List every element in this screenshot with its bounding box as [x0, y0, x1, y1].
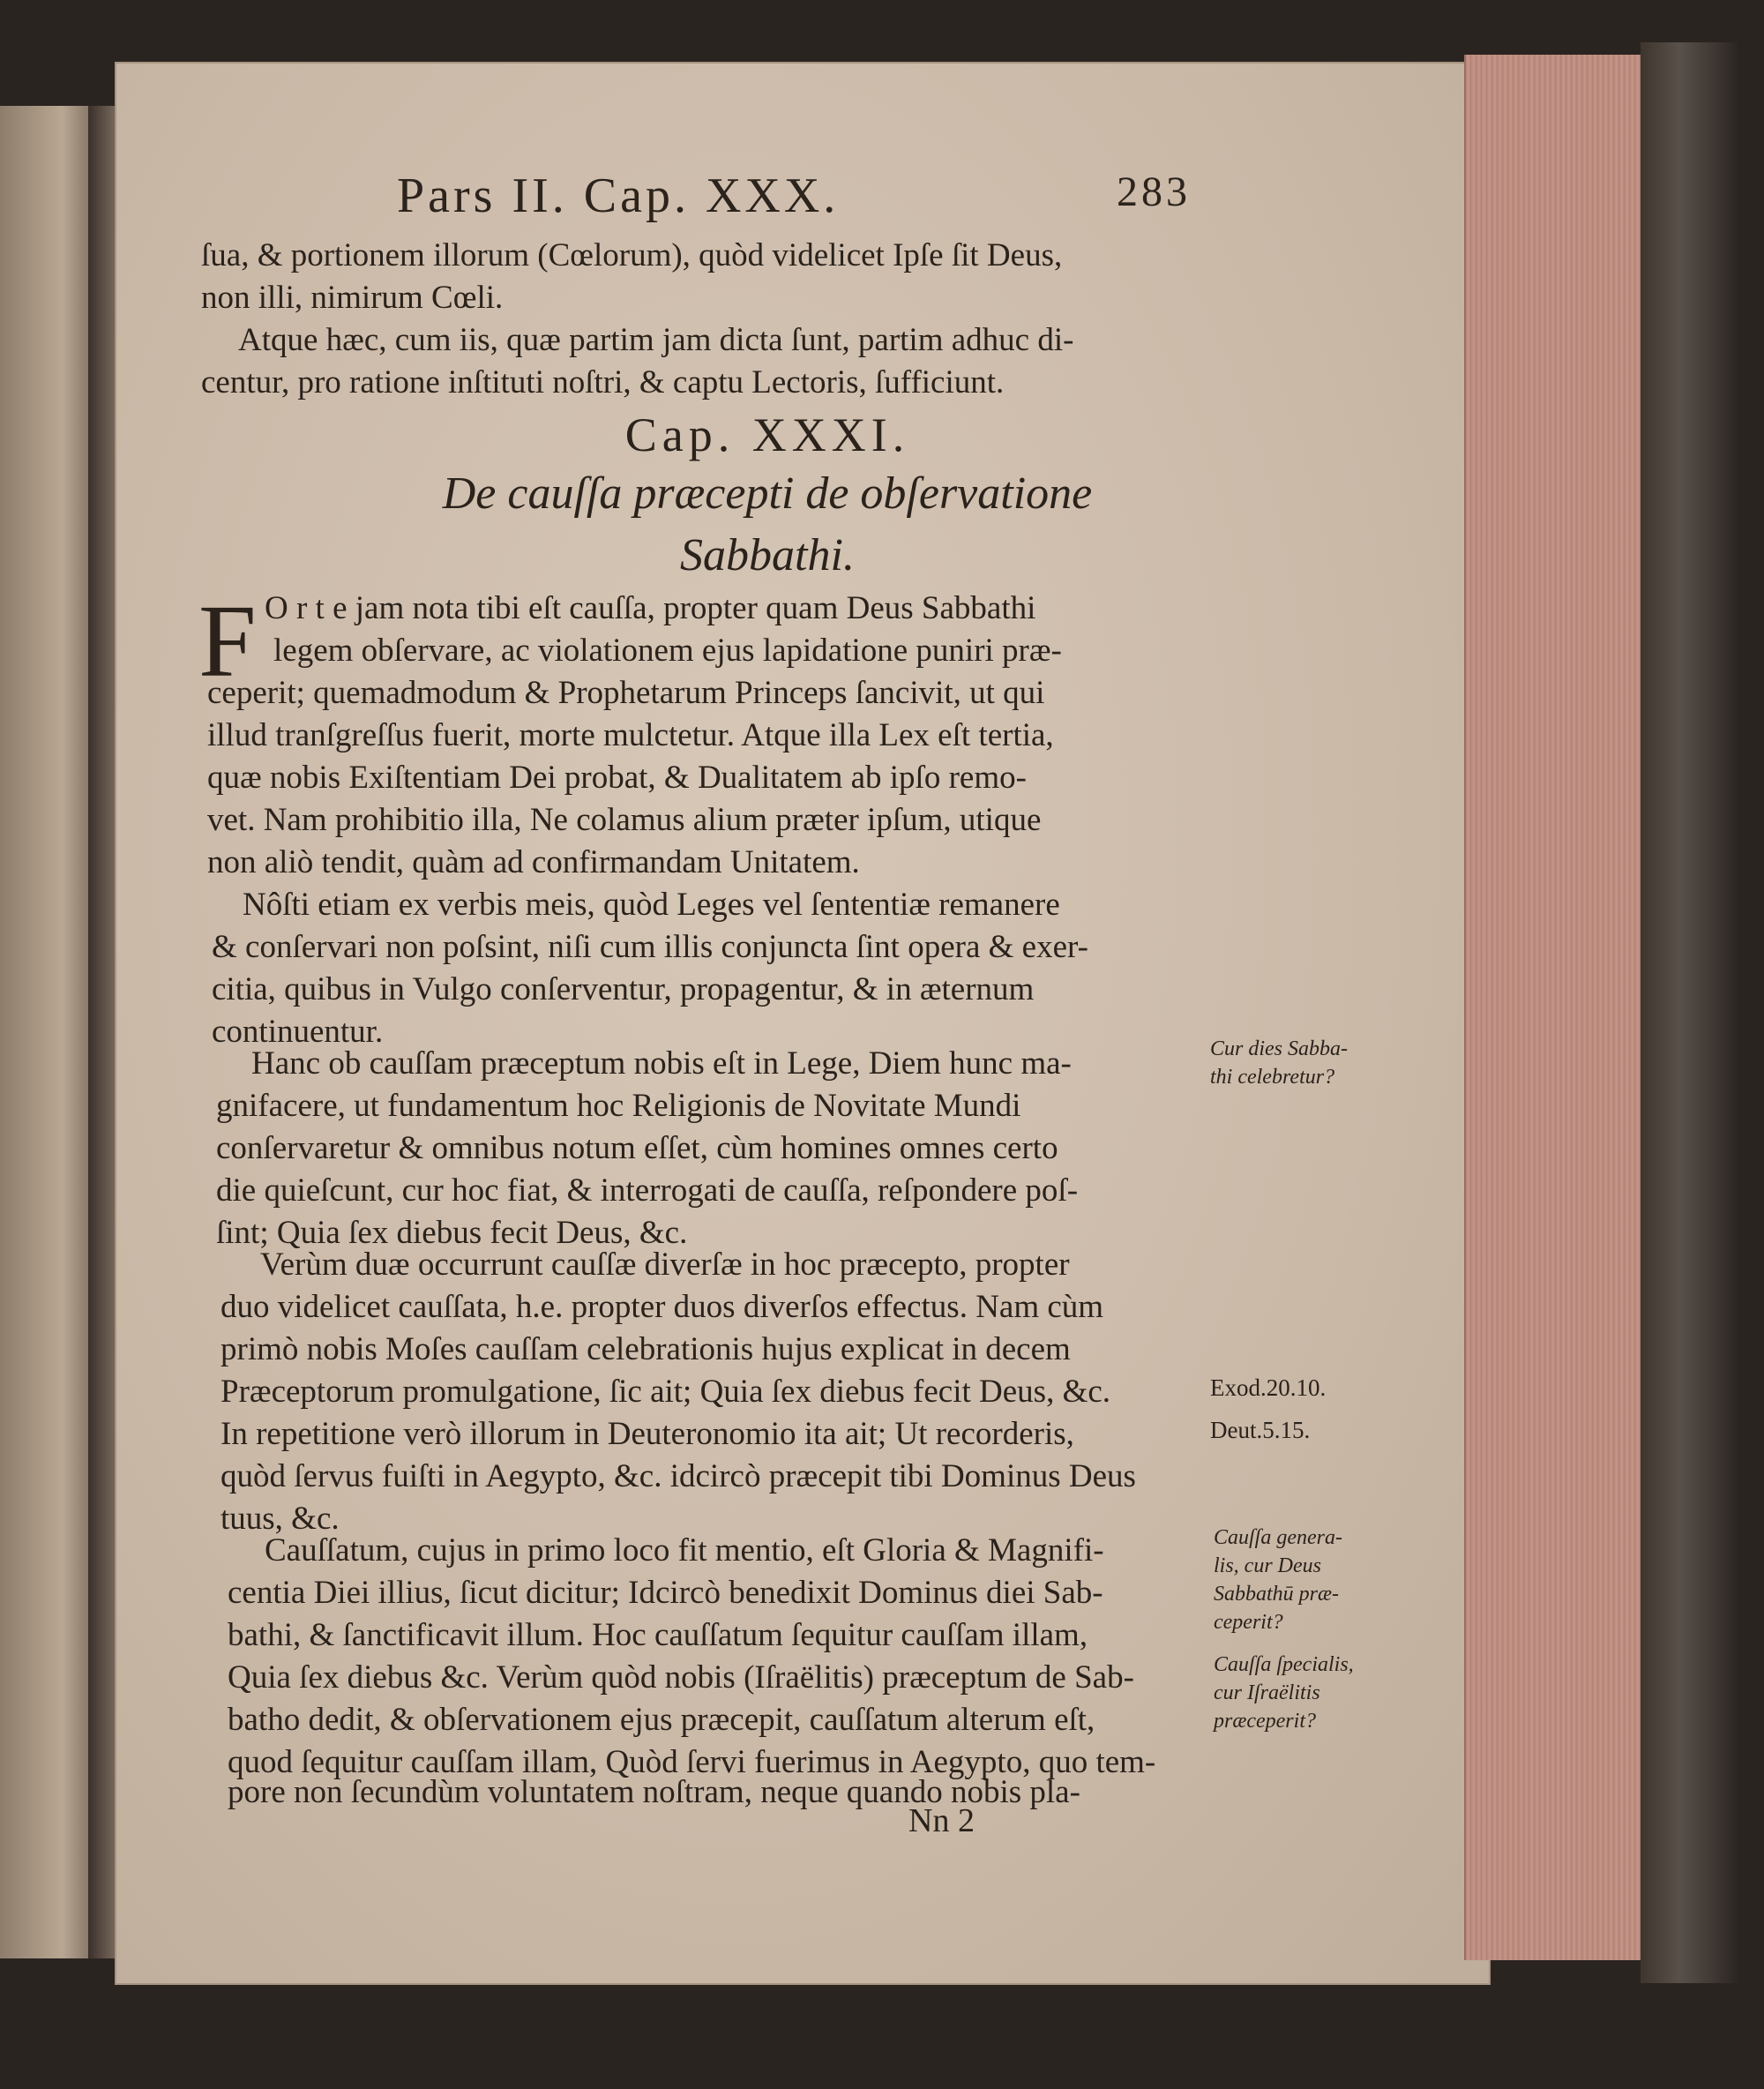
text-line: Cauſſatum, cujus in primo loco fit mentio, eſt Gloria & Magnifi- — [265, 1532, 1104, 1569]
text-line: quòd ſervus fuiſti in Aegypto, &c. idcircò præcepit tibi Dominus Deus — [220, 1458, 1136, 1494]
text-line: pore non ſecundùm voluntatem noſtram, neque quando nobis pla- — [228, 1774, 1080, 1810]
chapter-title: Sabbathi. — [680, 530, 855, 580]
signature-mark: Nn 2 — [908, 1802, 975, 1839]
margin-note: ceperit? — [1214, 1611, 1283, 1634]
margin-note: Sabbathū præ- — [1214, 1583, 1340, 1606]
text-line: In repetitione verò illorum in Deuteronomio ita ait; Ut recorderis, — [220, 1416, 1074, 1452]
text-line: Verùm duæ occurrunt cauſſæ diverſæ in hoc præcepto, propter — [260, 1247, 1070, 1283]
text-line: conſervaretur & omnibus notum eſſet, cùm homines omnes certo — [216, 1130, 1058, 1166]
text-line: tuus, &c. — [220, 1501, 340, 1537]
text-line: ſua, & portionem illorum (Cœlorum), quòd videlicet Ipſe ſit Deus, — [201, 237, 1063, 273]
text-line: ceperit; quemadmodum & Prophetarum Princeps ſancivit, ut qui — [207, 675, 1045, 711]
margin-note: præceperit? — [1214, 1710, 1316, 1733]
margin-note: cur Iſraëlitis — [1214, 1681, 1320, 1704]
text-line: Hanc ob cauſſam præceptum nobis eſt in Lege, Diem hunc ma- — [251, 1045, 1072, 1082]
text-line: ſint; Quia ſex diebus fecit Deus, &c. — [216, 1215, 688, 1251]
text-line: citia, quibus in Vulgo conſerventur, propagentur, & in æternum — [212, 971, 1035, 1007]
text-line: Nôſti etiam ex verbis meis, quòd Leges vel ſententiæ remanere — [243, 887, 1060, 923]
margin-note: Cauſſa ſpecialis, — [1214, 1653, 1354, 1676]
text-line: non illi, nimirum Cœli. — [201, 280, 504, 316]
text-line: Atque hæc, cum iis, quæ partim jam dicta ſunt, partim adhuc di- — [238, 322, 1074, 358]
page-number: 283 — [1117, 168, 1191, 215]
running-title: Pars II. Cap. XXX. — [397, 168, 840, 223]
text-line: gnifacere, ut fundamentum hoc Religionis de Novitate Mundi — [216, 1088, 1021, 1124]
margin-note: lis, cur Deus — [1214, 1554, 1321, 1577]
text-line: die quieſcunt, cur hoc fiat, & interrogati de cauſſa, reſpondere poſ- — [216, 1172, 1079, 1209]
text-line: Præceptorum promulgatione, ſic ait; Quia ſex diebus fecit Deus, &c. — [220, 1374, 1111, 1410]
page-fore-edge — [1464, 55, 1651, 1960]
margin-note: Exod.20.10. — [1210, 1374, 1327, 1401]
text-line: centia Diei illius, ſicut dicitur; Idcircò benedixit Dominus diei Sab- — [228, 1575, 1103, 1611]
text-line: centur, pro ratione inſtituti noſtri, & captu Lectoris, ſufficiunt. — [201, 364, 1005, 401]
margin-note: Deut.5.15. — [1210, 1417, 1311, 1443]
text-line: non aliò tendit, quàm ad confirmandam Unitatem. — [207, 844, 860, 880]
margin-note: Cur dies Sabba- — [1210, 1037, 1348, 1060]
text-line: vet. Nam prohibitio illa, Ne colamus alium præter ipſum, utique — [207, 802, 1042, 838]
text-line: quod ſequitur cauſſam illam, Quòd ſervi fuerimus in Aegypto, quo tem- — [228, 1744, 1156, 1780]
text-line: batho dedit, & obſervationem ejus præcepit, cauſſatum alterum eſt, — [228, 1702, 1095, 1738]
text-line: & conſervari non poſsint, niſi cum illis conjuncta ſint opera & exer- — [212, 929, 1088, 965]
margin-note: Cauſſa genera- — [1214, 1526, 1342, 1549]
margin-note: thi celebretur? — [1210, 1066, 1335, 1089]
book-cover — [1641, 42, 1738, 1983]
drop-cap-initial: F — [198, 583, 257, 699]
chapter-title: De cauſſa præcepti de obſervatione — [442, 468, 1093, 519]
text-line: bathi, & ſanctificavit illum. Hoc cauſſatum ſequitur cauſſam illam, — [228, 1617, 1088, 1653]
text-line: quæ nobis Exiſtentiam Dei probat, & Dualitatem ab ipſo remo- — [207, 760, 1027, 796]
text-line: O r t e jam nota tibi eſt cauſſa, propter quam Deus Sabbathi — [265, 590, 1036, 626]
text-line: legem obſervare, ac violationem ejus lapidatione puniri præ- — [273, 633, 1062, 669]
running-header — [397, 168, 1191, 238]
text-line: duo videlicet cauſſata, h.e. propter duos diverſos effectus. Nam cùm — [220, 1289, 1104, 1325]
text-line: illud tranſgreſſus fuerit, morte mulctetur. Atque illa Lex eſt tertia, — [207, 717, 1054, 753]
text-line: continuentur. — [212, 1014, 384, 1050]
chapter-number: Cap. XXXI. — [624, 408, 910, 461]
text-line: Quia ſex diebus &c. Verùm quòd nobis (Iſraëlitis) præceptum de Sab- — [228, 1659, 1134, 1696]
text-line: primò nobis Moſes cauſſam celebrationis hujus explicat in decem — [220, 1331, 1071, 1367]
